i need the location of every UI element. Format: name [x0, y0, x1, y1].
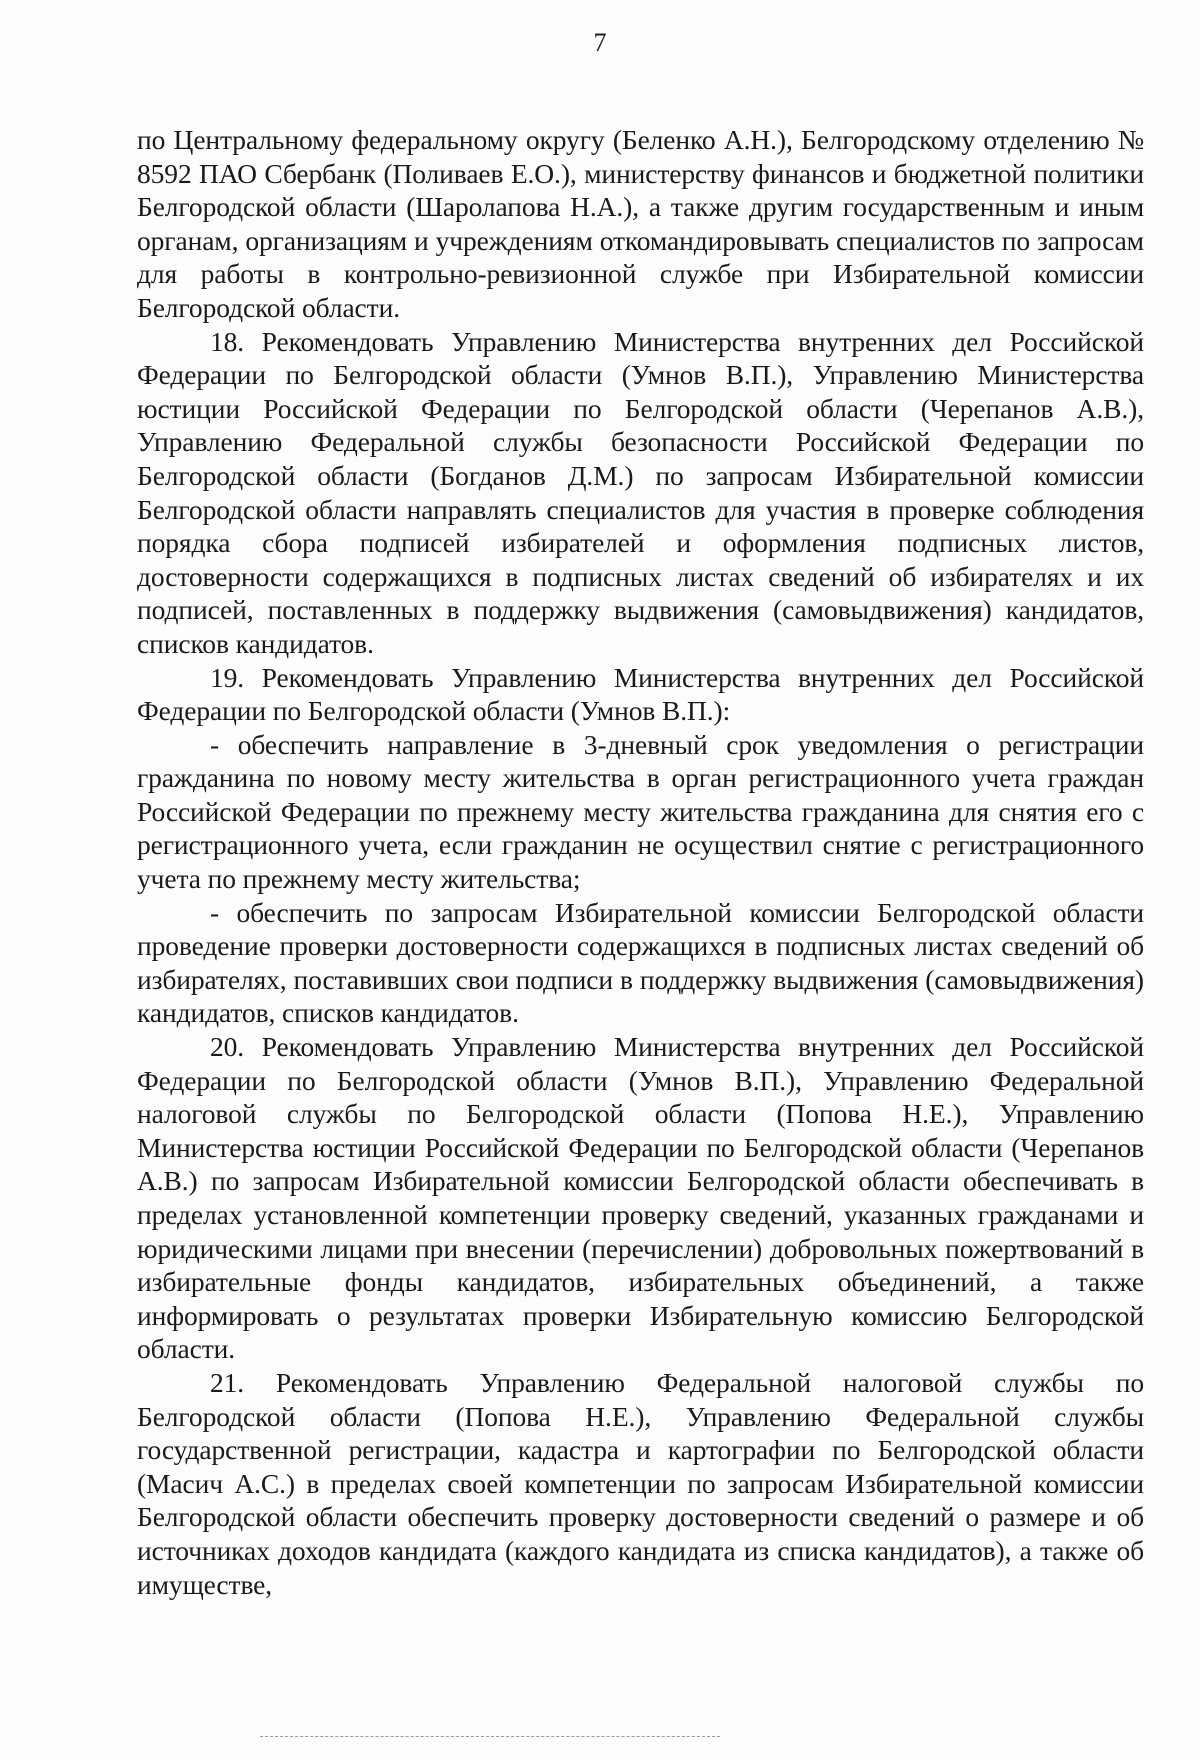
paragraph-item-19-bullet-1: - обеспечить направление в 3-дневный срок уведомления о регистрации гражданина по новому месту жительства в орган регистрационного учета граждан Российской Федерации по прежнему месту жительства гражданина для снятия его с регистрационного учета, если гражданин не осуществил снятие с регистрационного учета по прежнему месту жительства; [137, 728, 1144, 895]
paragraph-item-18: 18. Рекомендовать Управлению Министерства внутренних дел Российской Федерации по Белгородской области (Умнов В.П.), Управлению Министерства юстиции Российской Федерации по Белгородской области (Черепанов А.В.), Управлению Федеральной службы безопасности Российской Федерации по Белгородской области (Богданов Д.М.) по запросам Избирательной комиссии Белгородской области направлять специалистов для участия в проверке соблюдения порядка сбора подписей избирателей и оформления подписных листов, достоверности содержащихся в подписных листах сведений об избирателях и их подписей, поставленных в поддержку выдвижения (самовыдвижения) кандидатов, списков кандидатов. [137, 325, 1144, 659]
document-body [137, 123, 1144, 1601]
bottom-rule-divider [260, 1736, 720, 1737]
paragraph-item-19: 19. Рекомендовать Управлению Министерства внутренних дел Российской Федерации по Белгородской области (Умнов В.П.): [137, 661, 1144, 727]
page-number: 7 [593, 28, 607, 57]
paragraph-item-19-bullet-2: - обеспечить по запросам Избирательной комиссии Белгородской области проведение проверки достоверности содержащихся в подписных листах сведений об избирателях, поставивших свои подписи в поддержку выдвижения (самовыдвижения) кандидатов, списков кандидатов. [137, 896, 1144, 1029]
paragraph-item-21: 21. Рекомендовать Управлению Федеральной налоговой службы по Белгородской области (Попова Н.Е.), Управлению Федеральной службы государственной регистрации, кадастра и картографии по Белгородской области (Масич А.С.) в пределах своей компетенции по запросам Избирательной комиссии Белгородской области обеспечить проверку достоверности сведений о размере и об источниках доходов кандидата (каждого кандидата из списка кандидатов), а также об имуществе, [137, 1366, 1144, 1600]
paragraph-item-20: 20. Рекомендовать Управлению Министерства внутренних дел Российской Федерации по Белгородской области (Умнов В.П.), Управлению Федеральной налоговой службы по Белгородской области (Попова Н.Е.), Управлению Министерства юстиции Российской Федерации по Белгородской области (Черепанов А.В.) по запросам Избирательной комиссии Белгородской области обеспечивать в пределах установленной компетенции проверку сведений, указанных гражданами и юридическими лицами при внесении (перечислении) добровольных пожертвований в избирательные фонды кандидатов, избирательных объединений, а также информировать о результатах проверки Избирательную комиссию Белгородской области. [137, 1031, 1144, 1365]
paragraph-continuation: по Центральному федеральному округу (Беленко А.Н.), Белгородскому отделению № 8592 ПАО Сбербанк (Поливаев Е.О.), министерству финансов и бюджетной политики Белгородской области (Шаролапова Н.А.), а также другим государственным и иным органам, организациям и учреждениям откомандировывать специалистов по запросам для работы в контрольно-ревизионной службе при Избирательной комиссии Белгородской области. [137, 124, 1144, 323]
